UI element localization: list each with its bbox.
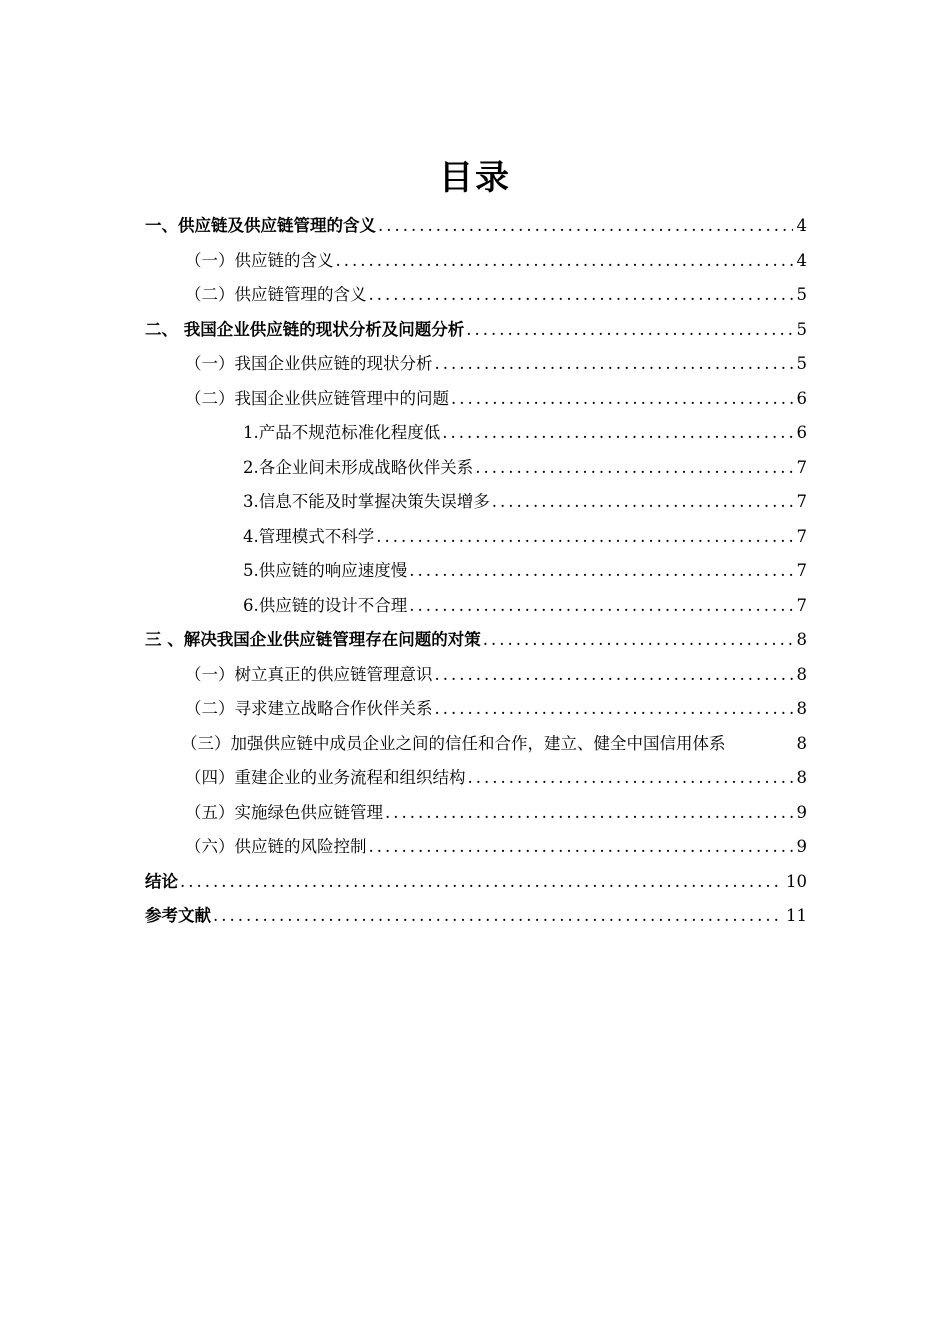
toc-entry-page-number: 4 xyxy=(796,216,807,235)
toc-dot-leader xyxy=(376,527,792,546)
toc-entry[interactable] xyxy=(145,868,807,903)
toc-entry[interactable] xyxy=(145,695,807,730)
toc-entry-page-number: 6 xyxy=(796,423,807,442)
toc-entry-label: （二）寻求建立战略合作伙伴关系 xyxy=(185,699,433,718)
toc-entry-page-number: 7 xyxy=(796,526,807,546)
toc-entry-page-number: 8 xyxy=(796,768,807,787)
toc-dot-leader xyxy=(466,320,792,339)
table-of-contents xyxy=(145,212,807,937)
toc-entry-label: 1.产品不规范标准化程度低 xyxy=(243,423,441,442)
toc-entry-page-number: 7 xyxy=(796,561,807,580)
toc-entry-label: 6.供应链的设计不合理 xyxy=(243,595,408,615)
toc-entry-page-number: 5 xyxy=(796,285,807,304)
toc-entry-page-number: 7 xyxy=(796,457,807,477)
toc-dot-leader xyxy=(483,630,793,649)
page-title: 目录 xyxy=(439,158,511,198)
toc-entry-label: （一）树立真正的供应链管理意识 xyxy=(185,664,433,684)
toc-dot-leader xyxy=(435,665,793,684)
toc-entry[interactable] xyxy=(145,557,807,592)
toc-entry-label: 4.管理模式不科学 xyxy=(243,526,375,546)
toc-dot-leader xyxy=(468,768,793,787)
toc-dot-leader xyxy=(385,803,793,822)
toc-entry-page-number: 8 xyxy=(796,699,807,718)
toc-entry-label: 2.各企业间未形成战略伙伴关系 xyxy=(243,457,474,477)
toc-dot-leader xyxy=(475,458,792,477)
toc-dot-leader xyxy=(409,561,792,580)
toc-entry-page-number: 7 xyxy=(796,595,807,615)
toc-entry[interactable] xyxy=(145,661,807,696)
toc-entry-label: 3.信息不能及时掌握决策失误增多 xyxy=(243,492,490,511)
toc-dot-leader xyxy=(435,354,793,373)
toc-entry-page-number: 9 xyxy=(796,802,807,822)
toc-entry[interactable] xyxy=(145,350,807,385)
toc-dot-leader xyxy=(369,285,793,304)
toc-dot-leader xyxy=(492,492,793,511)
toc-entry-page-number: 7 xyxy=(796,492,807,511)
toc-dot-leader xyxy=(435,699,793,718)
toc-entry-label: 一、供应链及供应链管理的含义 xyxy=(145,216,376,235)
toc-dot-leader xyxy=(213,906,782,925)
toc-entry-label: （六）供应链的风险控制 xyxy=(185,837,367,856)
toc-dot-leader xyxy=(451,389,793,408)
toc-entry[interactable] xyxy=(145,902,807,937)
toc-entry-page-number: 8 xyxy=(796,630,807,649)
toc-entry[interactable] xyxy=(145,281,807,316)
toc-entry[interactable] xyxy=(145,454,807,489)
toc-entry-label: 参考文献 xyxy=(145,906,211,925)
toc-entry[interactable] xyxy=(145,212,807,247)
toc-entry-page-number: 8 xyxy=(796,664,807,684)
toc-entry-page-number: 10 xyxy=(786,871,807,891)
toc-entry[interactable] xyxy=(145,592,807,627)
toc-entry-label: （三）加强供应链中成员企业之间的信任和合作，建立、健全中国信用体系 xyxy=(181,733,726,753)
toc-entry[interactable] xyxy=(145,419,807,454)
toc-entry-label: （一）供应链的含义 xyxy=(185,250,334,270)
toc-entry-page-number: 11 xyxy=(786,906,807,925)
toc-entry[interactable] xyxy=(145,626,807,661)
toc-entry[interactable] xyxy=(145,730,807,765)
toc-entry-page-number: 8 xyxy=(796,733,807,753)
toc-entry-label: 三 、解决我国企业供应链管理存在问题的对策 xyxy=(145,630,481,649)
toc-entry-page-number: 9 xyxy=(796,837,807,856)
toc-dot-leader xyxy=(369,837,793,856)
toc-entry[interactable] xyxy=(145,799,807,834)
toc-entry-label: 二、 我国企业供应链的现状分析及问题分析 xyxy=(145,319,465,339)
toc-dot-leader xyxy=(378,216,793,235)
toc-entry-label: （五）实施绿色供应链管理 xyxy=(185,802,383,822)
toc-entry-label: 5.供应链的响应速度慢 xyxy=(243,561,408,580)
toc-entry-label: （四）重建企业的业务流程和组织结构 xyxy=(185,768,466,787)
toc-entry-label: （一）我国企业供应链的现状分析 xyxy=(185,354,433,373)
toc-entry[interactable] xyxy=(145,764,807,799)
toc-entry-label: （二）供应链管理的含义 xyxy=(185,285,367,304)
toc-dot-leader xyxy=(409,596,792,615)
toc-entry[interactable] xyxy=(145,488,807,523)
toc-entry[interactable] xyxy=(145,385,807,420)
toc-dot-leader xyxy=(442,423,792,442)
toc-entry[interactable] xyxy=(145,833,807,868)
toc-dot-leader xyxy=(336,251,793,270)
toc-entry-page-number: 5 xyxy=(796,354,807,373)
toc-entry-page-number: 5 xyxy=(796,319,807,339)
toc-entry-page-number: 6 xyxy=(796,388,807,408)
toc-entry-page-number: 4 xyxy=(796,250,807,270)
toc-entry-label: 结论 xyxy=(145,871,178,891)
toc-entry-label: （二）我国企业供应链管理中的问题 xyxy=(185,388,449,408)
toc-entry[interactable] xyxy=(145,247,807,282)
toc-dot-leader xyxy=(180,872,782,891)
toc-entry[interactable] xyxy=(145,523,807,558)
toc-entry[interactable] xyxy=(145,316,807,351)
